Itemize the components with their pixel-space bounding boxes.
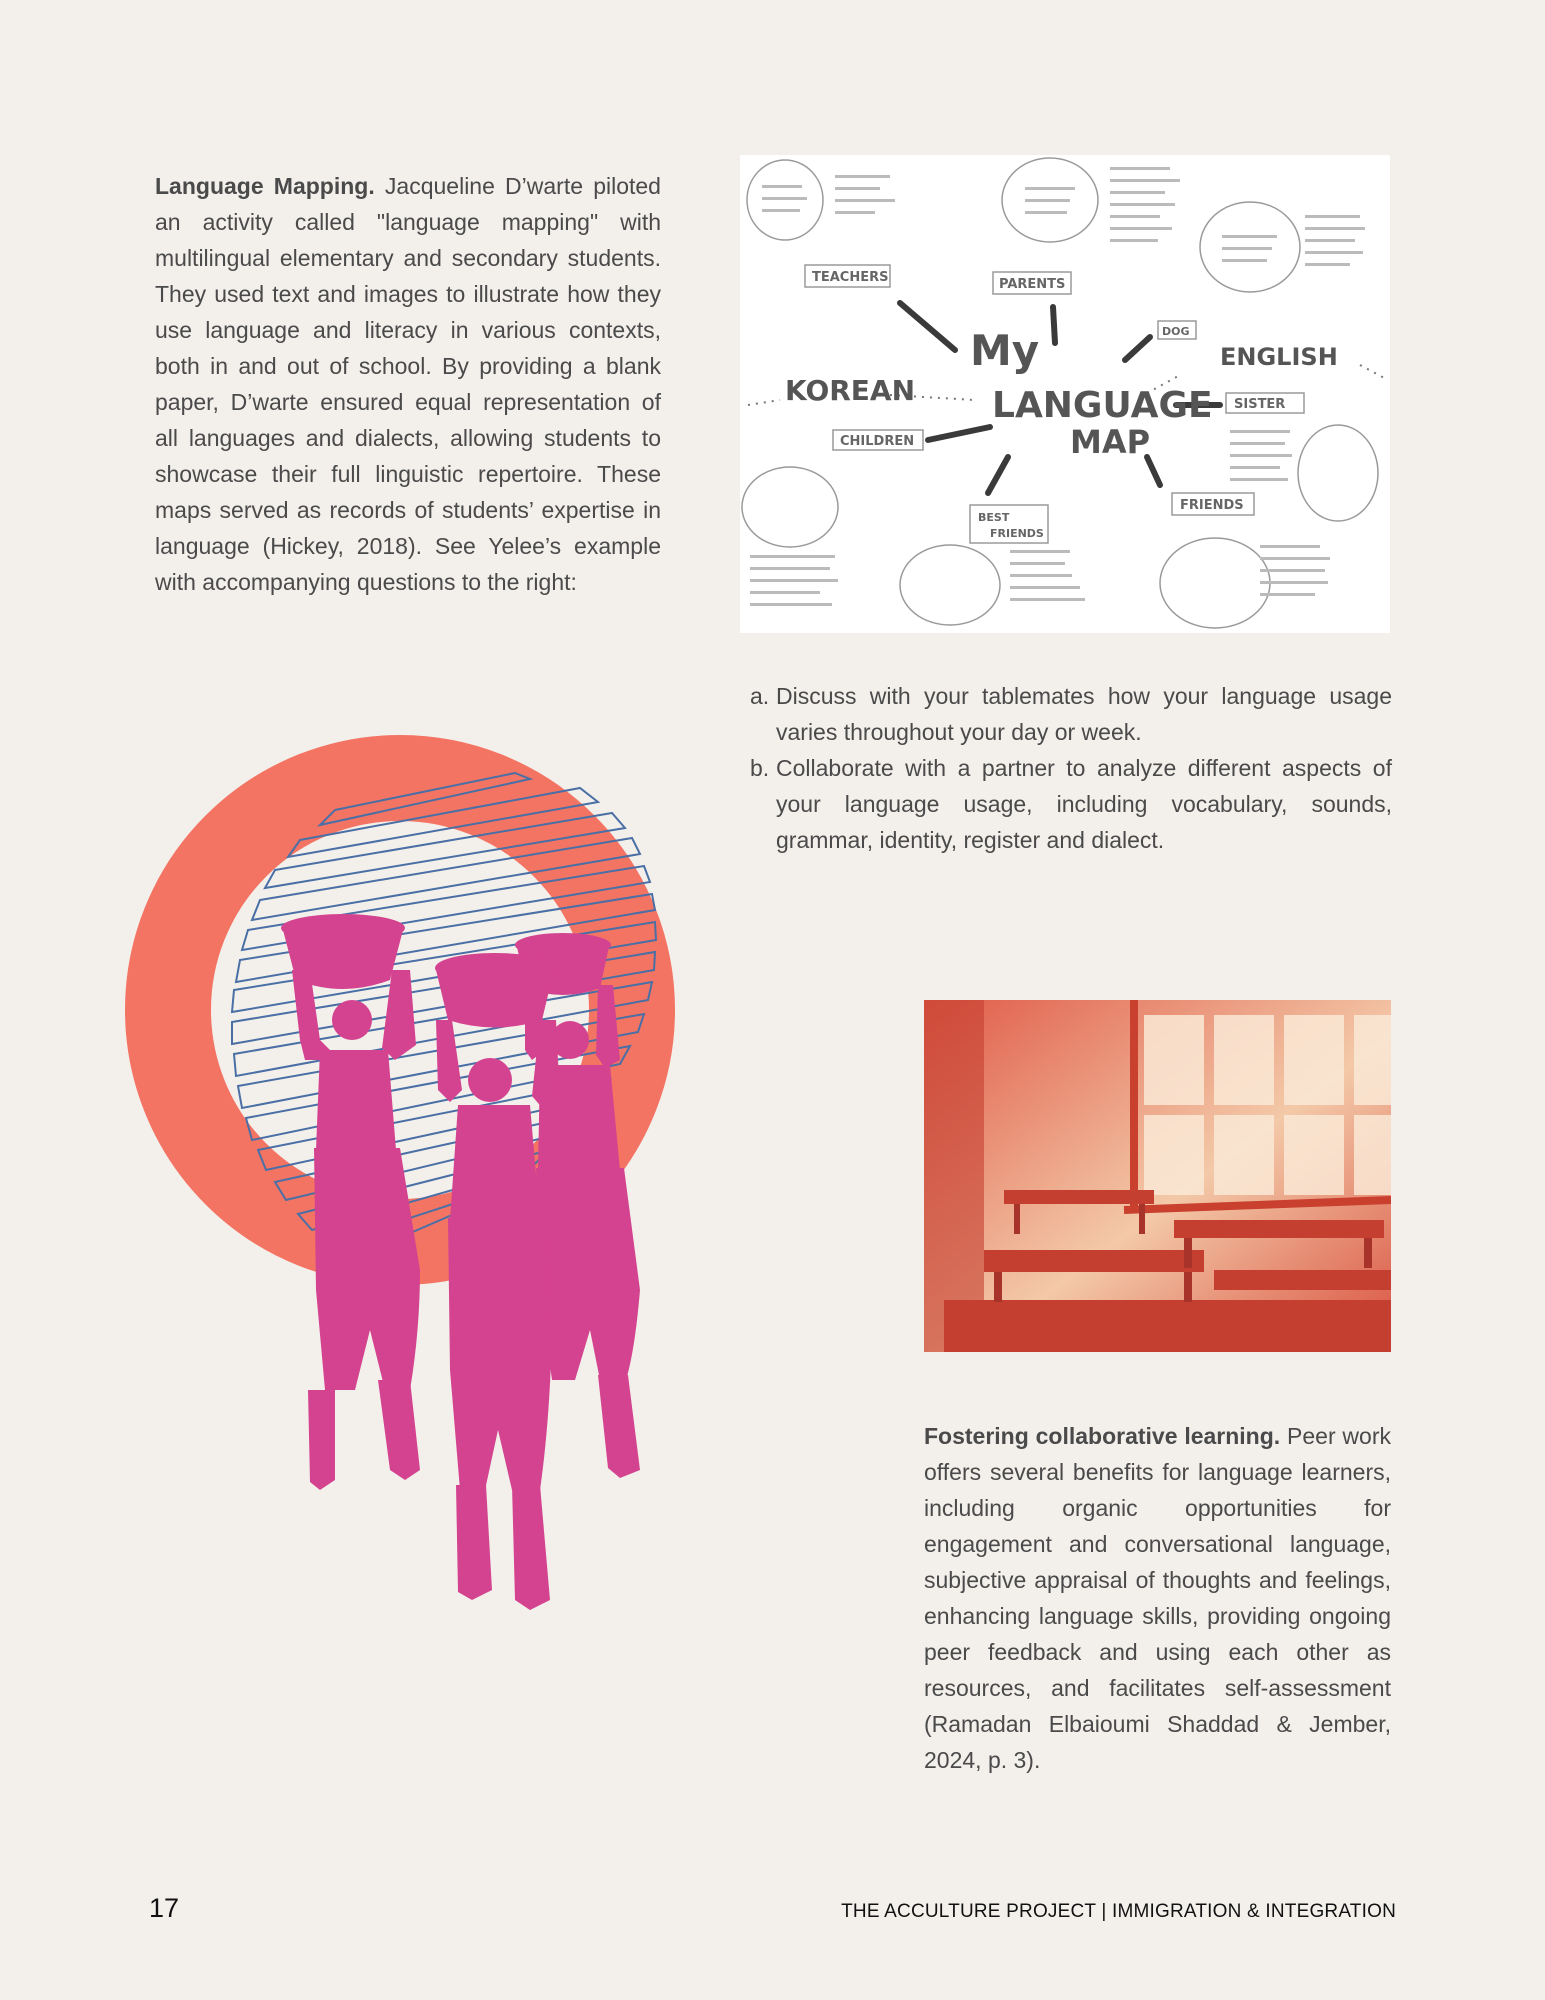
- collaborative-learning-heading: Fostering collaborative learning.: [924, 1423, 1281, 1449]
- language-mapping-paragraph: [155, 168, 661, 600]
- map-label-best: BEST: [978, 511, 1010, 524]
- discussion-questions: [742, 678, 1392, 858]
- map-label-parents: PARENTS: [999, 277, 1066, 292]
- classroom-photo: [924, 1000, 1391, 1352]
- language-map-image: [740, 155, 1390, 633]
- map-title-map: MAP: [1070, 423, 1151, 461]
- question-text: Discuss with your tablemates how your language usage varies throughout your day or week.: [776, 683, 1392, 745]
- page-number: 17: [149, 1893, 180, 1923]
- map-label-dog: DOG: [1162, 325, 1190, 338]
- language-mapping-heading: Language Mapping.: [155, 173, 375, 199]
- map-label-children: CHILDREN: [840, 434, 915, 449]
- collage-illustration: [120, 730, 820, 1820]
- collaborative-learning-paragraph: [924, 1418, 1391, 1778]
- women-carrying-baskets-image: [281, 914, 640, 1610]
- question-item: [742, 750, 1392, 858]
- map-label-sister: SISTER: [1234, 397, 1286, 412]
- map-label-teachers: TEACHERS: [812, 270, 889, 285]
- language-mapping-body: Jacqueline D’warte piloted an activity called "language mapping" with multilingual elementary and secondary students. They used text and images to illustrate how they use language and literacy in various contexts, both in and out of school. By providing a blank paper, D’warte ensured equal representation of all languages and dialects, allowing students to showcase their full linguistic repertoire. These maps served as records of students’ expertise in language (Hickey, 2018). See Yelee’s example with accompanying questions to the right:: [155, 173, 661, 595]
- map-label-korean: KOREAN: [785, 374, 916, 407]
- question-text: Collaborate with a partner to analyze different aspects of your language usage, including vocabulary, sounds, grammar, identity, register and dialect.: [776, 755, 1392, 853]
- running-footer-title: THE ACCULTURE PROJECT | IMMIGRATION & INTEGRATION: [841, 1901, 1396, 1922]
- question-item: [742, 678, 1392, 750]
- map-label-best-friends: FRIENDS: [990, 527, 1044, 540]
- map-title-language: LANGUAGE: [992, 385, 1213, 426]
- map-label-friends: FRIENDS: [1180, 498, 1244, 513]
- collaborative-learning-body: Peer work offers several benefits for language learners, including organic opportunities for engagement and conversational language, subjective appraisal of thoughts and feelings, enhancing language skills, providing ongoing peer feedback and using each other as resources, and facilitates self-assessment (Ramadan Elbaioumi Shaddad & Jember, 2024, p. 3).: [924, 1423, 1391, 1773]
- question-marker: a.: [750, 683, 770, 709]
- map-title-my: My: [970, 326, 1040, 375]
- question-marker: b.: [750, 755, 770, 781]
- map-label-english: ENGLISH: [1220, 343, 1338, 371]
